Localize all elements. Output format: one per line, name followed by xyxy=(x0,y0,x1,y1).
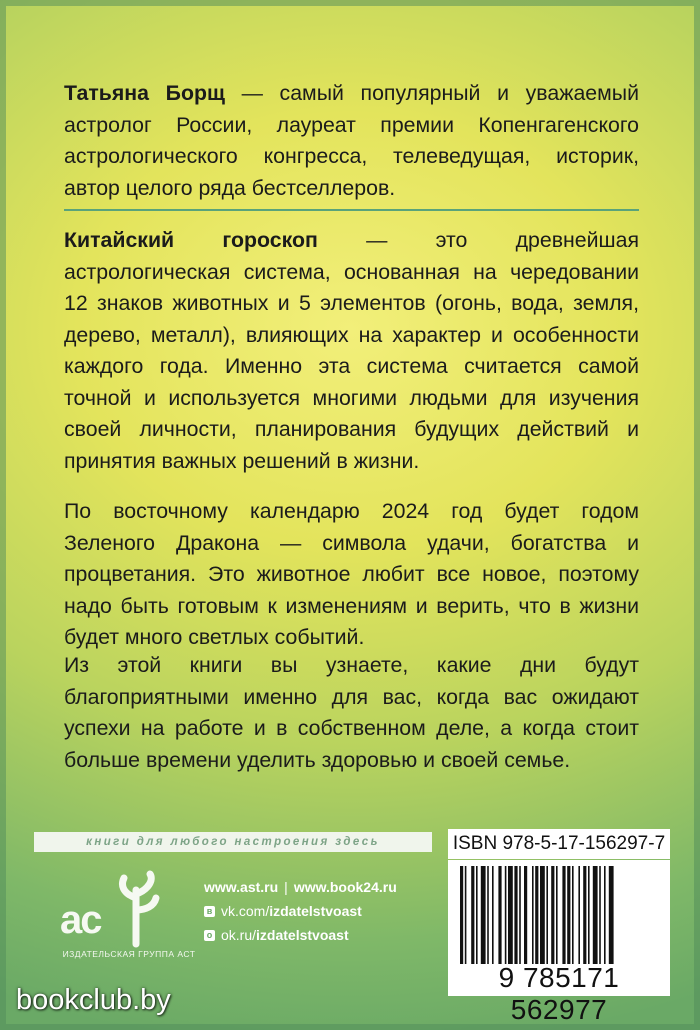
vk-prefix: vk.com/ xyxy=(221,903,270,919)
barcode-bar xyxy=(492,866,494,964)
barcode-bar xyxy=(593,866,598,964)
barcode-bar xyxy=(546,866,548,964)
barcode-bar xyxy=(487,866,489,964)
imprint-label: ИЗДАТЕЛЬСКАЯ ГРУППА АСТ xyxy=(62,949,196,959)
book-paragraph: Из этой книги вы узнаете, какие дни будут благоприятными именно для вас, когда вас ожидают успехи на работе и в собственном деле, а когда стоит больше времени уделить здоровью и своей семье. xyxy=(64,653,639,772)
dragon-paragraph: По восточному календарю 2024 год будет годом Зеленого Дракона — символа удачи, богатства и процветания. Это животное любит все новое, поэтому надо быть готовым к изменениям и верить, что в жизни будет много светлых событий. xyxy=(64,499,639,649)
barcode xyxy=(448,860,670,1025)
publisher-links xyxy=(204,875,397,947)
barcode-bar xyxy=(498,866,501,964)
barcode-bar xyxy=(505,866,507,964)
barcode-bar xyxy=(514,866,517,964)
barcode-bar xyxy=(519,866,521,964)
ast-logo xyxy=(58,870,168,955)
barcode-bar xyxy=(476,866,478,964)
barcode-bar xyxy=(551,866,554,964)
author-bio xyxy=(64,78,639,204)
ok-icon: о xyxy=(204,930,215,941)
barcode-bar xyxy=(604,866,606,964)
description-lead: Китайский гороскоп xyxy=(64,228,318,252)
divider-line xyxy=(64,209,639,211)
barcode-bar xyxy=(535,866,538,964)
ok-prefix: ok.ru/ xyxy=(221,927,257,943)
slogan-banner: книги для любого настроения здесь xyxy=(34,832,432,852)
barcode-digits: 9 785171 562977 xyxy=(498,962,620,1025)
author-bio-text: — самый популярный и уважаемый астролог России, лауреат премии Копенгагенского астрологического конгресса, телеведущая, историк, автор целого ряда бестселлеров. xyxy=(64,81,639,200)
barcode-bar xyxy=(599,866,601,964)
vk-icon: в xyxy=(204,906,215,917)
barcode-bar xyxy=(578,866,580,964)
barcode-bar xyxy=(567,866,570,964)
vk-link[interactable] xyxy=(204,899,397,923)
barcode-bar xyxy=(583,866,586,964)
ast-logo-text: ас xyxy=(60,898,101,942)
barcode-bar xyxy=(556,866,558,964)
description-text: — это древнейшая астрологическая система, основанная на чередовании 12 знаков животных и 5 элементов (огонь, вода, земля, дерево, металл), влияющих на характер и особенности каждого года. Именно эта система считается самой точной и используется многими людьми для изучения своей личности, планирования будущих действий и принятия важных решений в жизни. xyxy=(64,228,639,473)
barcode-bar xyxy=(562,866,565,964)
barcode-bar xyxy=(588,866,590,964)
barcode-bar xyxy=(460,866,463,964)
author-name: Татьяна Борщ xyxy=(64,81,225,105)
ok-handle: izdatelstvoast xyxy=(256,927,349,943)
barcode-bar xyxy=(572,866,574,964)
barcode-bar xyxy=(465,866,467,964)
watermark: bookclub.by xyxy=(16,984,171,1016)
barcode-bar xyxy=(481,866,486,964)
barcode-bar xyxy=(540,866,545,964)
site-link-ast[interactable]: www.ast.ru xyxy=(204,879,279,895)
barcode-bar xyxy=(471,866,474,964)
barcode-bar xyxy=(532,866,534,964)
isbn-label: ISBN 978-5-17-156297-7 xyxy=(448,829,670,859)
site-link-book24[interactable]: www.book24.ru xyxy=(293,879,397,895)
barcode-bar xyxy=(609,866,614,964)
link-separator: | xyxy=(284,879,288,895)
barcode-bar xyxy=(508,866,513,964)
description-paragraph xyxy=(64,225,639,477)
vk-handle: izdatelstvoast xyxy=(269,903,362,919)
barcode-bar xyxy=(524,866,527,964)
barcode-bars xyxy=(460,866,658,964)
ok-link[interactable] xyxy=(204,923,397,947)
